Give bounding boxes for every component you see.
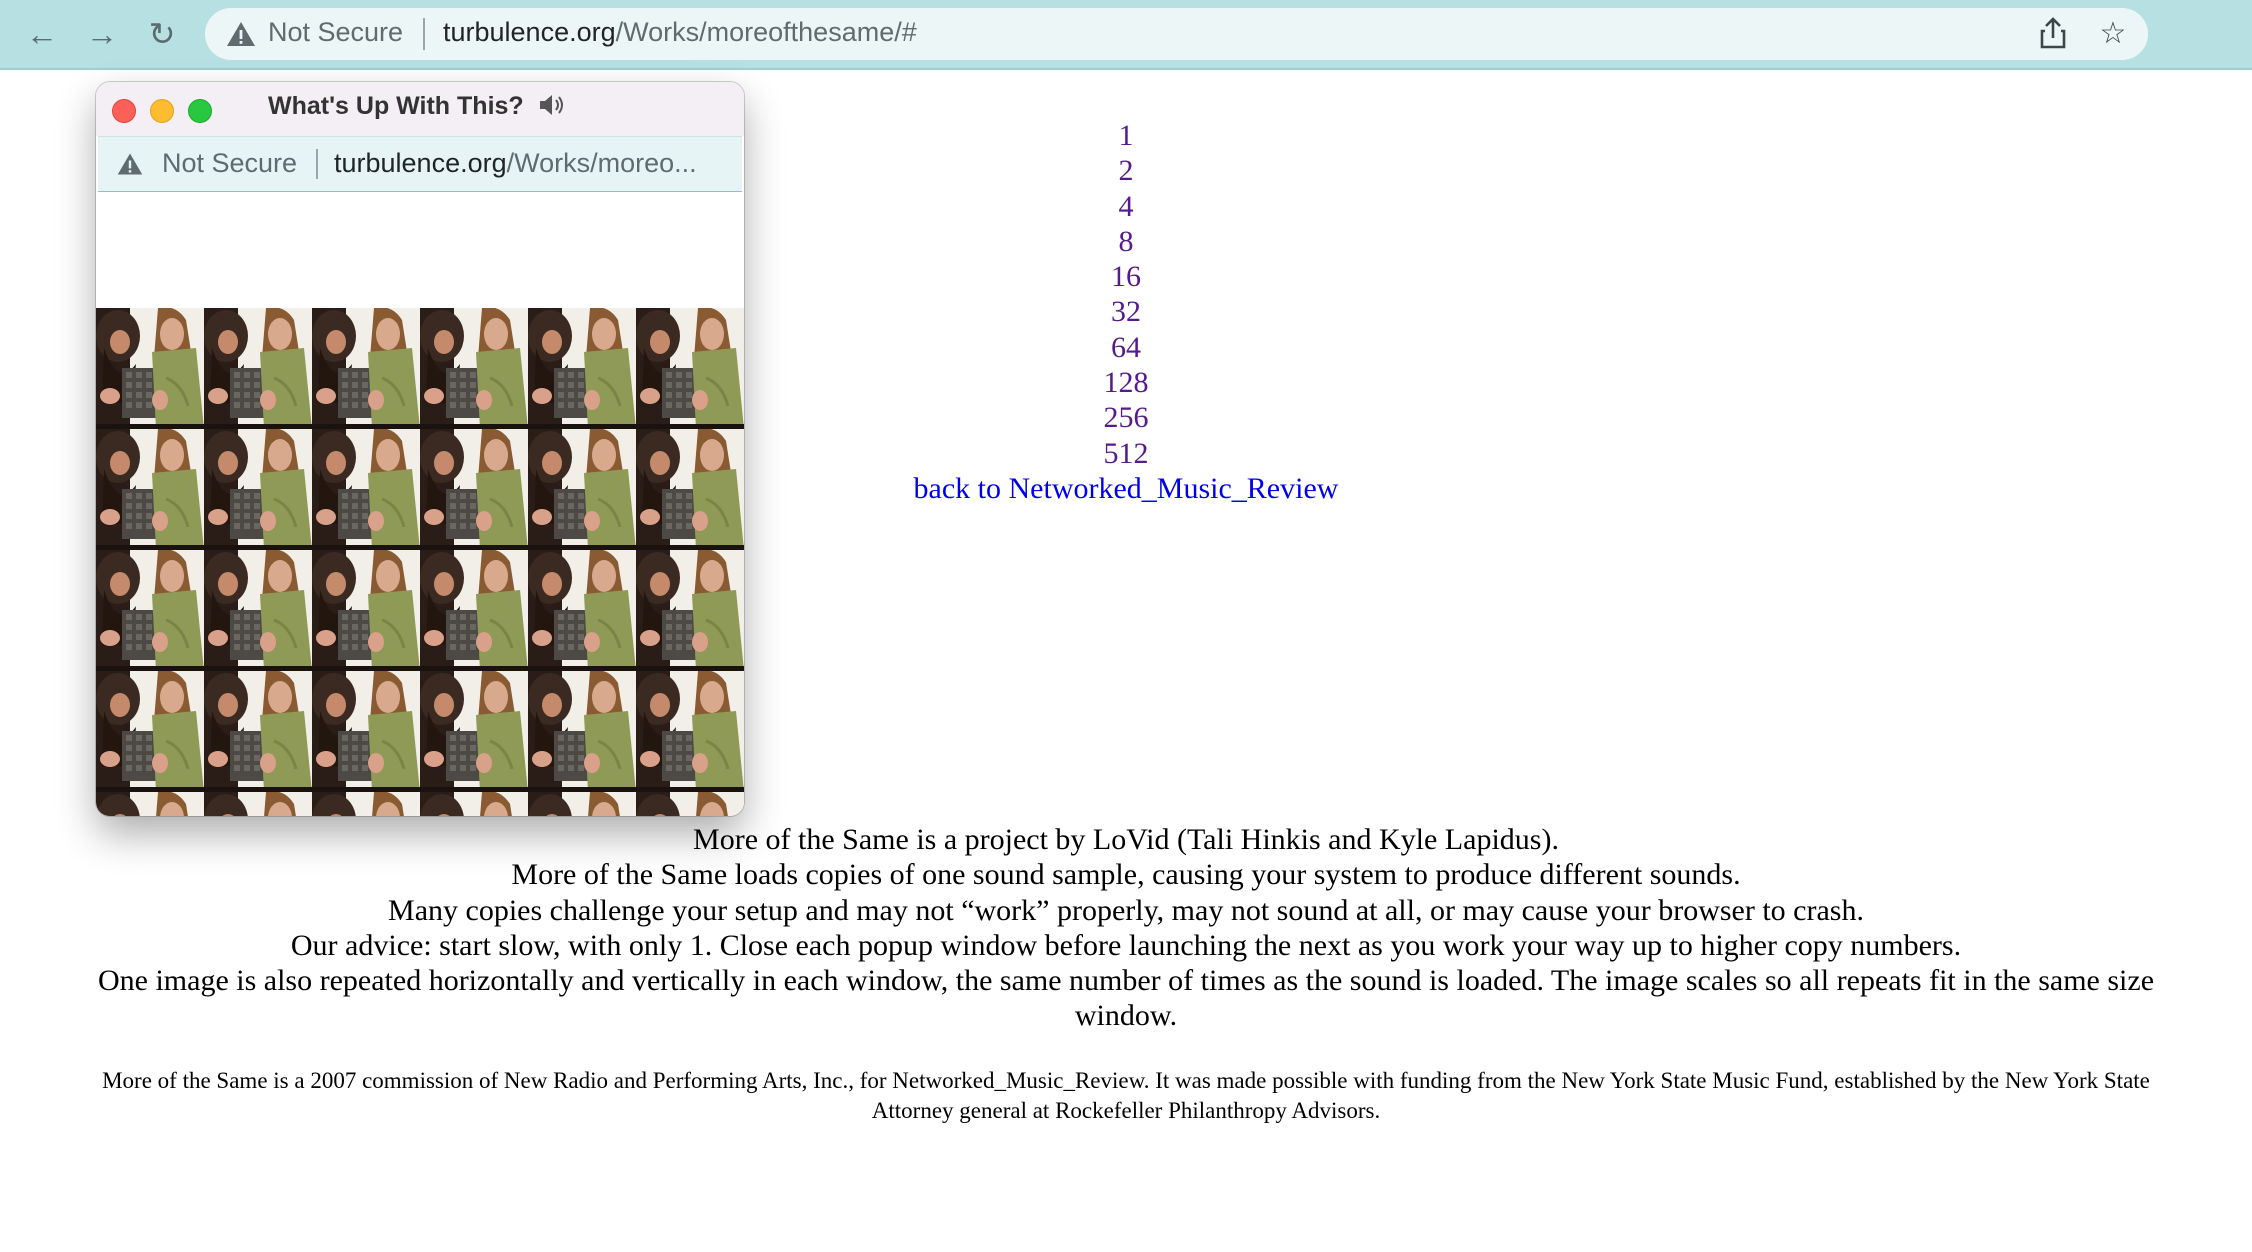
- security-label[interactable]: Not Secure: [268, 17, 404, 47]
- copy-link-16[interactable]: 16: [1111, 260, 1141, 294]
- description-line: One image is also repeated horizontally and vertically in each window, the same number of times as the sound is loaded. The image scales so all repeats fit in the same size window.: [97, 964, 2155, 1033]
- repeated-image-tile: [528, 792, 650, 816]
- commission-credit: More of the Same is a 2007 commission of New Radio and Performing Arts, Inc., for Networked_Music_Review. It was made possible with funding from the New York State Music Fund, established by the New York State Attorney general at Rockefeller Philanthropy Advisors.: [102, 1068, 2150, 1123]
- reload-icon[interactable]: ↻: [148, 16, 176, 52]
- copy-link-256[interactable]: 256: [1103, 401, 1149, 435]
- repeated-image-tile: [312, 550, 434, 671]
- divider: [423, 18, 425, 50]
- repeated-image-tile: [96, 671, 218, 792]
- project-description: [70, 822, 2182, 1034]
- back-arrow-icon[interactable]: ←: [26, 16, 58, 52]
- popup-url-path: /Works/moreo...: [506, 148, 697, 178]
- copy-link-128[interactable]: 128: [1103, 366, 1149, 400]
- share-icon-svg: [2033, 14, 2073, 54]
- browser-toolbar: [0, 0, 2252, 70]
- popup-title: [268, 92, 567, 121]
- repeated-image-tile: [96, 792, 218, 816]
- repeated-image-tile: [528, 550, 650, 671]
- copy-number-links: [0, 118, 2252, 506]
- repeated-image-tile: [96, 550, 218, 671]
- description-line: More of the Same is a project by LoVid (Tali Hinkis and Kyle Lapidus).: [693, 823, 1559, 856]
- description-line: More of the Same loads copies of one sound sample, causing your system to produce different sounds.: [511, 858, 1741, 892]
- repeated-image-tile: [420, 671, 542, 792]
- repeated-image-tile: [204, 550, 326, 671]
- description-line: Many copies challenge your setup and may not “work” properly, may not sound at all, or may cause your browser to crash.: [388, 893, 1864, 927]
- popup-title-label: What's Up With This?: [268, 92, 524, 120]
- repeated-image-tile: [636, 792, 744, 816]
- copy-link-2[interactable]: 2: [1118, 154, 1134, 188]
- copy-link-8[interactable]: 8: [1118, 224, 1134, 258]
- popup-security-label[interactable]: Not Secure: [162, 148, 298, 178]
- repeated-image-tile: [420, 792, 542, 816]
- forward-arrow-icon[interactable]: →: [86, 16, 118, 52]
- repeated-image-tile: [204, 792, 326, 816]
- repeated-image-tile: [204, 671, 326, 792]
- copy-link-1[interactable]: 1: [1118, 119, 1134, 152]
- address-bar[interactable]: [205, 8, 2148, 60]
- repeated-image-tile: [636, 671, 744, 792]
- url-text[interactable]: [443, 17, 917, 48]
- share-icon[interactable]: [2033, 14, 2073, 54]
- copy-link-32[interactable]: 32: [1111, 295, 1141, 329]
- back-to-review-link[interactable]: back to Networked_Music_Review: [913, 471, 1339, 505]
- url-domain: turbulence.org: [443, 17, 616, 47]
- repeated-image-tile: [636, 550, 744, 671]
- warning-icon: [225, 18, 257, 50]
- copy-link-4[interactable]: 4: [1118, 189, 1134, 223]
- bookmark-star-icon[interactable]: ☆: [2099, 17, 2127, 50]
- repeated-image-tile: [420, 550, 542, 671]
- repeated-image-tile: [312, 671, 434, 792]
- repeated-image-tile: [528, 671, 650, 792]
- popup-url-domain: turbulence.org: [334, 148, 507, 178]
- copy-link-512[interactable]: 512: [1103, 436, 1149, 470]
- url-path: /Works/moreofthesame/#: [615, 17, 917, 47]
- description-line: Our advice: start slow, with only 1. Close each popup window before launching the next as you work your way up to higher copy numbers.: [290, 928, 1962, 962]
- copy-link-64[interactable]: 64: [1111, 330, 1141, 364]
- speaker-icon: [537, 92, 567, 118]
- repeated-image-tile: [312, 792, 434, 816]
